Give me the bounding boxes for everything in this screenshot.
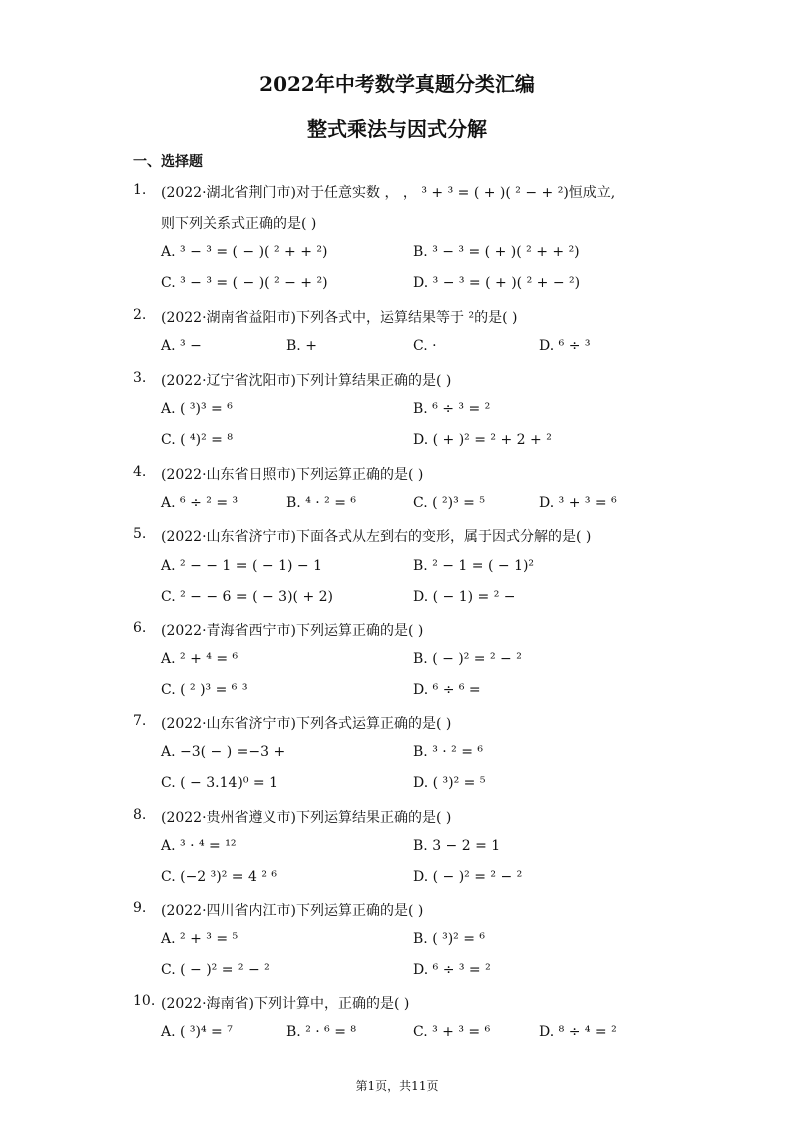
question-number: 7. [133,713,147,729]
option-d: D. ( ³)² = ⁵ [413,775,486,791]
option-d: D. ( − 1) = ² − [413,589,516,605]
option-a: A. ² + ³ = ⁵ [161,931,239,947]
option-c: C. ( − 3.14)⁰ = 1 [161,775,278,791]
page-footer: 第1页，共11页 [355,1079,439,1093]
option-b: B. ² · ⁶ = ⁸ [286,1024,357,1040]
option-d: D. ( + )² = ² + 2 + ² [413,432,552,448]
option-c: C. ³ − ³ = ( − )( ² − + ²) [161,275,328,291]
document-title: 2022年中考数学真题分类汇编 [259,72,535,96]
question-stem: (2022·辽宁省沈阳市)下列计算结果正确的是( ) [161,373,452,389]
option-d: D. ⁶ ÷ ³ = ² [413,962,491,978]
option-d: D. ⁶ ÷ ³ [539,338,591,354]
option-b: B. ⁴ · ² = ⁶ [286,495,357,511]
section-heading: 一、选择题 [133,154,203,170]
option-b: B. 3 − 2 = 1 [413,838,501,854]
option-c: C. ² − − 6 = ( − 3)( + 2) [161,589,333,605]
question-stem: 则下列关系式正确的是( ) [161,216,317,232]
option-b: B. ² − 1 = ( − 1)² [413,558,535,574]
question-number: 10. [133,993,156,1009]
question-number: 2. [133,307,147,323]
question-number: 8. [133,807,147,823]
option-a: A. ³ · ⁴ = ¹² [161,838,237,854]
option-c: C. · [413,338,437,354]
question-stem: (2022·湖南省益阳市)下列各式中，运算结果等于 ²的是( ) [161,310,518,326]
question-number: 1. [133,182,147,198]
option-d: D. ( − )² = ² − ² [413,869,523,885]
option-b: B. ⁶ ÷ ³ = ² [413,401,491,417]
question-stem: (2022·山东省日照市)下列运算正确的是( ) [161,467,424,483]
option-c: C. ( ² )³ = ⁶ ³ [161,682,248,698]
option-c: C. ( ⁴)² = ⁸ [161,432,233,448]
question-number: 3. [133,370,147,386]
option-a: A. ⁶ ÷ ² = ³ [161,495,239,511]
option-c: C. ( − )² = ² − ² [161,962,270,978]
question-number: 4. [133,464,147,480]
question-stem: (2022·青海省西宁市)下列运算正确的是( ) [161,623,424,639]
option-d: D. ³ − ³ = ( + )( ² + − ²) [413,275,581,291]
question-number: 5. [133,526,147,542]
option-a: A. −3( − ) =−3 + [161,744,286,760]
option-b: B. ³ − ³ = ( + )( ² + + ²) [413,244,580,260]
question-number: 6. [133,620,147,636]
option-a: A. ³ − [161,338,202,354]
option-a: A. ² − − 1 = ( − 1) − 1 [161,558,322,574]
option-c: C. ³ + ³ = ⁶ [413,1024,491,1040]
option-b: B. + [286,338,317,354]
option-b: B. ( ³)² = ⁶ [413,931,486,947]
question-stem: (2022·山东省济宁市)下列各式运算正确的是( ) [161,716,452,732]
option-a: A. ( ³)³ = ⁶ [161,401,233,417]
option-a: A. ² + ⁴ = ⁶ [161,651,239,667]
option-d: D. ³ + ³ = ⁶ [539,495,617,511]
question-stem: (2022·湖北省荆门市)对于任意实数 ， ， ³ + ³ = ( + )( ² − + ²)恒成立, [161,185,616,201]
question-stem: (2022·四川省内江市)下列运算正确的是( ) [161,903,424,919]
option-b: B. ( − )² = ² − ² [413,651,522,667]
option-a: A. ³ − ³ = ( − )( ² + + ²) [161,244,328,260]
question-number: 9. [133,900,147,916]
option-c: C. ( ²)³ = ⁵ [413,495,485,511]
option-a: A. ( ³)⁴ = ⁷ [161,1024,233,1040]
option-c: C. (−2 ³)² = 4 ² ⁶ [161,869,278,885]
option-b: B. ³ · ² = ⁶ [413,744,484,760]
option-d: D. ⁸ ÷ ⁴ = ² [539,1024,617,1040]
option-d: D. ⁶ ÷ ⁶ = [413,682,481,698]
question-stem: (2022·海南省)下列计算中，正确的是( ) [161,996,410,1012]
question-stem: (2022·贵州省遵义市)下列运算结果正确的是( ) [161,810,452,826]
question-stem: (2022·山东省济宁市)下面各式从左到右的变形，属于因式分解的是( ) [161,529,592,545]
document-subtitle: 整式乘法与因式分解 [307,117,487,141]
